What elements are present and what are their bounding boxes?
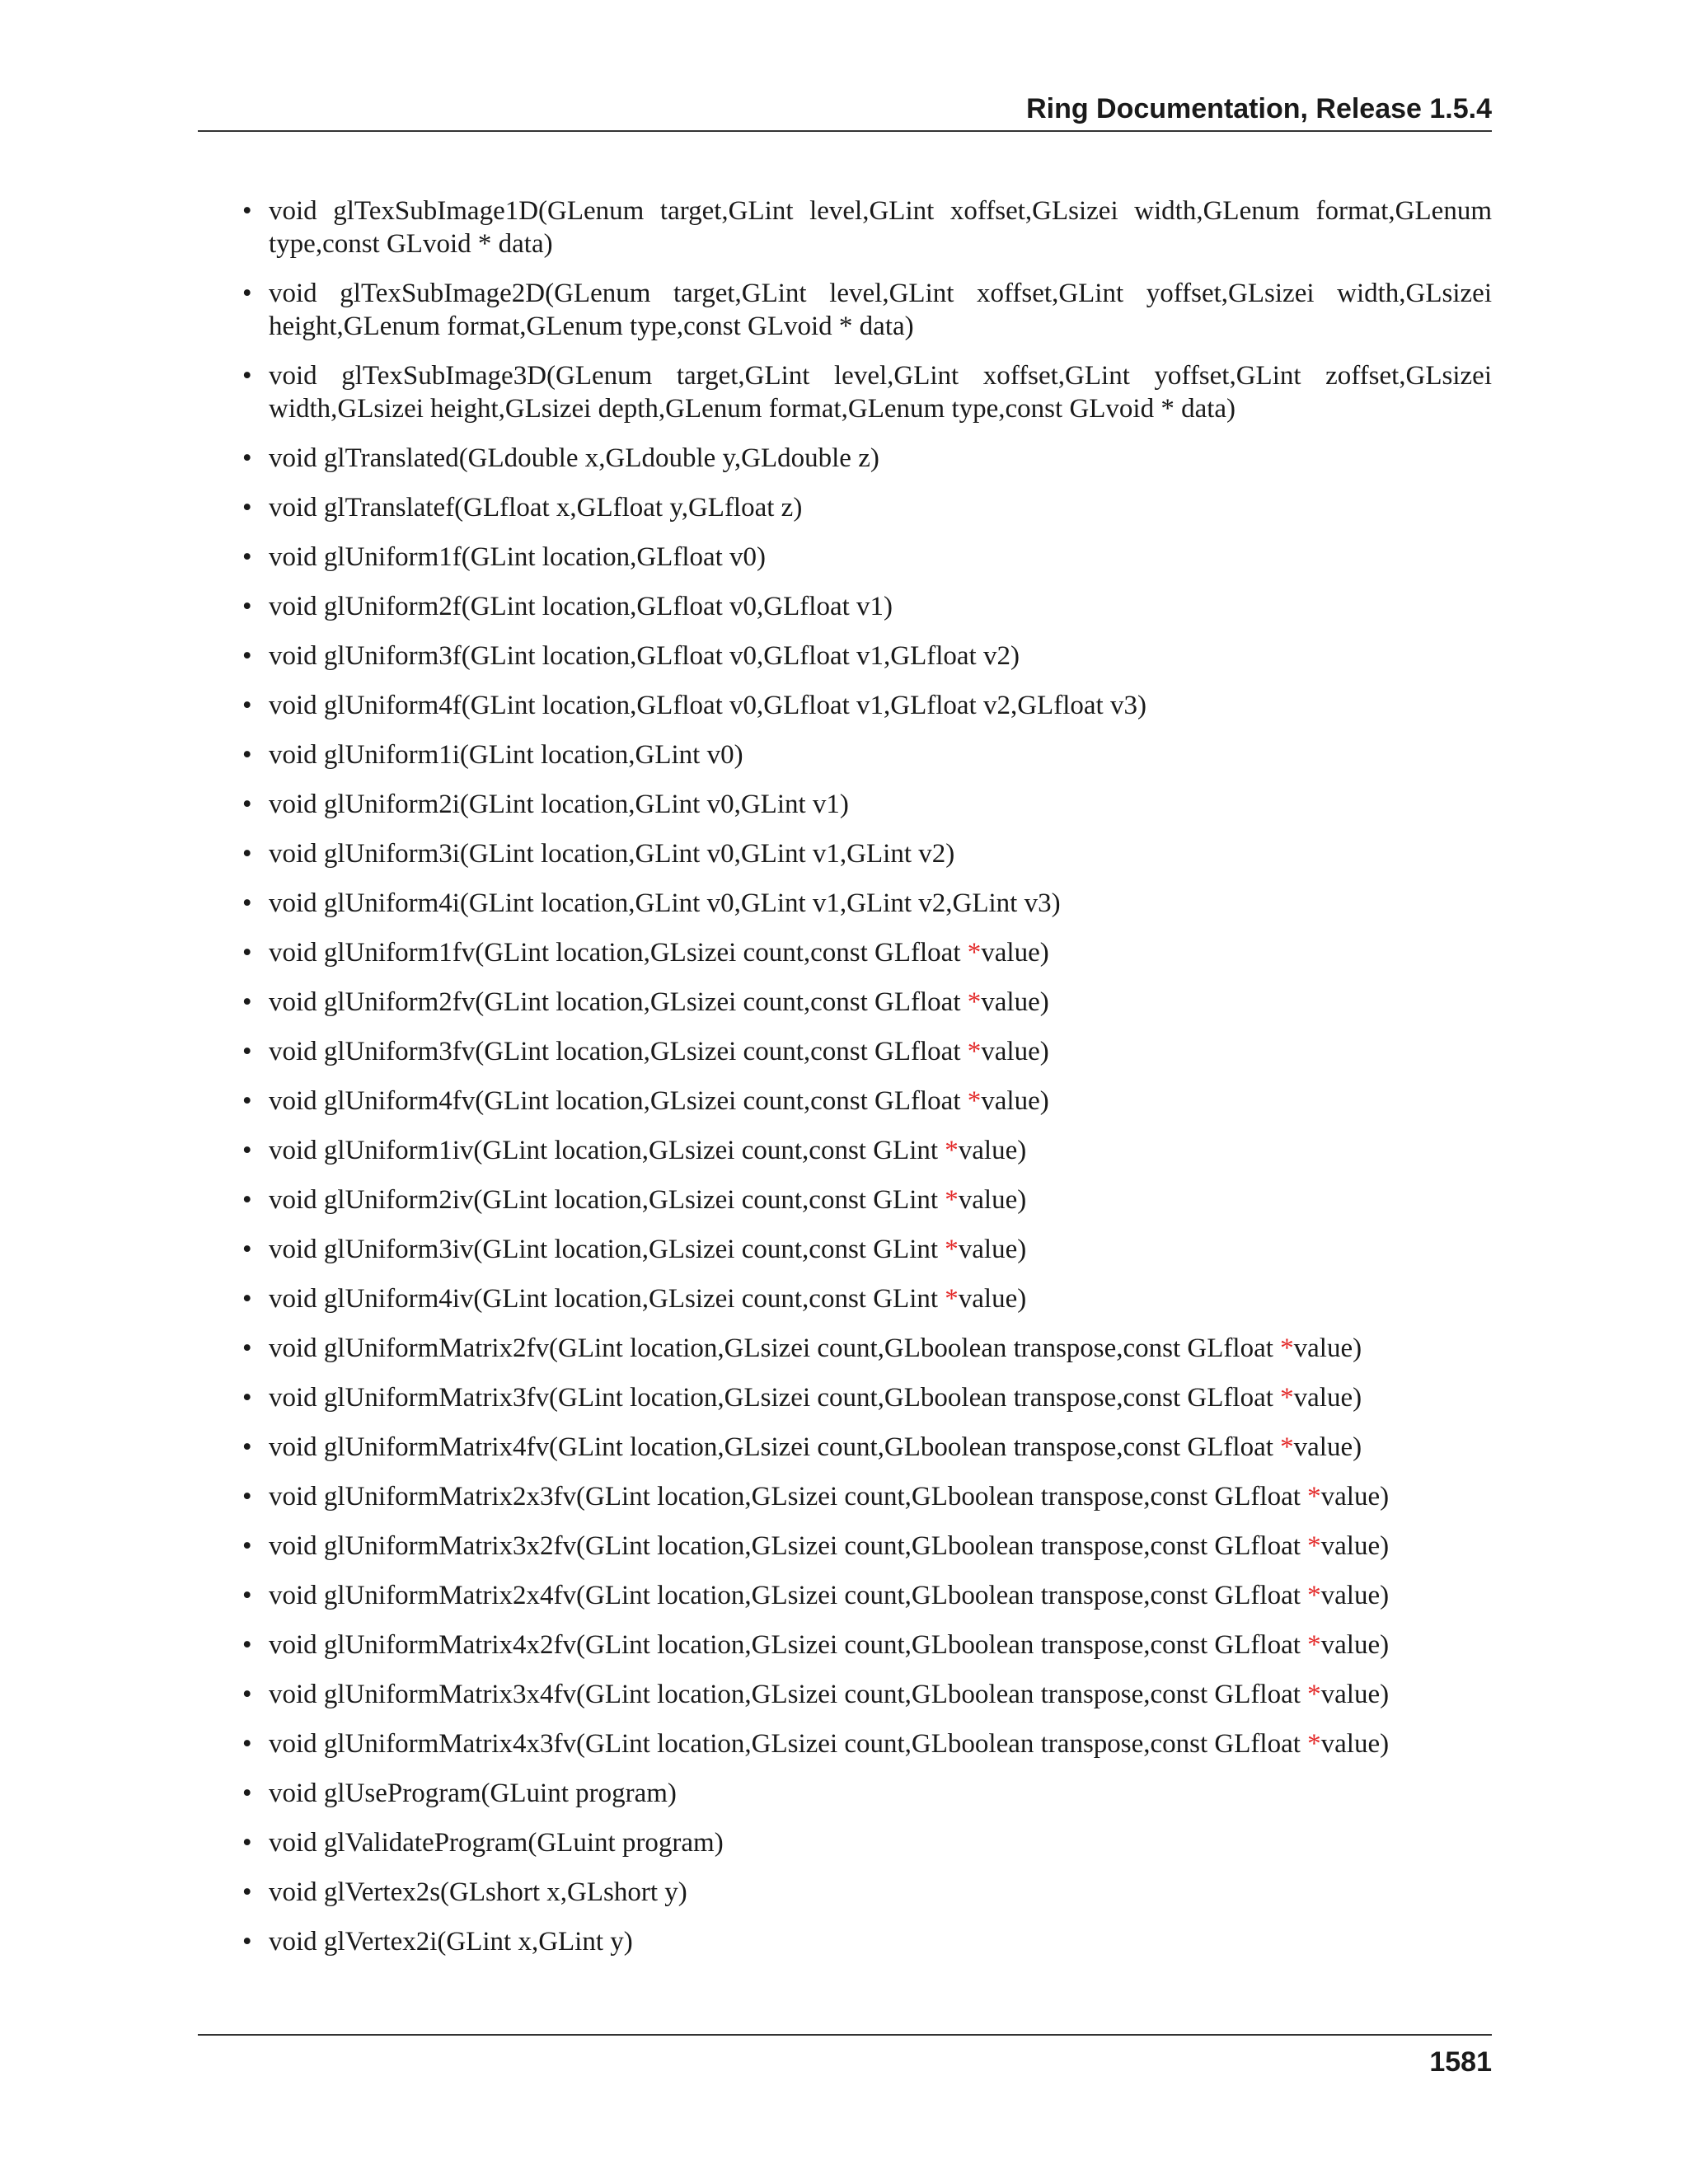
pointer-asterisk: * [1307,1680,1321,1709]
function-signature-tail: value) [1320,1581,1390,1610]
list-item [198,491,1492,524]
list-item [198,1134,1492,1167]
function-signature: void glUniform4i(GLint location,GLint v0,GLint v1,GLint v2,GLint v3) [269,888,1061,918]
function-signature: void glUniformMatrix4x2fv(GLint location,GLsizei count,GLboolean transpose,const GLfloat [269,1630,1308,1660]
function-signature: void glUniformMatrix2x4fv(GLint location,GLsizei count,GLboolean transpose,const GLfloat [269,1581,1308,1610]
bullet-icon: • [242,542,252,572]
function-signature: void glUniformMatrix4x3fv(GLint location,GLsizei count,GLboolean transpose,const GLfloat [269,1729,1308,1759]
bullet-icon: • [242,839,252,869]
page-footer [198,2034,1492,2078]
function-signature: void glUniform3iv(GLint location,GLsizei count,const GLint [269,1235,945,1264]
function-signature: void glTranslatef(GLfloat x,GLfloat y,GLfloat z) [269,493,803,523]
page-header [198,91,1492,132]
function-signature: void glUniform2f(GLint location,GLfloat v0,GLfloat v1) [269,592,893,621]
list-item [198,936,1492,969]
function-signature-tail: value) [1320,1680,1390,1709]
bullet-icon: • [242,888,252,918]
pointer-asterisk: * [1280,1383,1294,1413]
list-item [198,689,1492,722]
list-item [198,1777,1492,1810]
pointer-asterisk: * [967,987,982,1017]
pointer-asterisk: * [945,1185,959,1215]
list-item [198,1579,1492,1612]
bullet-icon: • [242,1630,252,1660]
list-item [198,1826,1492,1859]
bullet-icon: • [242,1235,252,1264]
function-signature: void glUniform4fv(GLint location,GLsizei count,const GLfloat [269,1086,968,1116]
function-signature: void glUniform4f(GLint location,GLfloat v0,GLfloat v1,GLfloat v2,GLfloat v3) [269,691,1146,720]
list-item [198,442,1492,475]
pointer-asterisk: * [1307,1482,1321,1511]
function-signature: void glUniform1iv(GLint location,GLsizei count,const GLint [269,1136,945,1165]
function-signature: void glUniformMatrix2fv(GLint location,GLsizei count,GLboolean transpose,const GLfloat [269,1333,1281,1363]
function-signature-tail: value) [1320,1630,1390,1660]
list-item [198,1727,1492,1760]
list-item [198,887,1492,920]
page-number: 1581 [1429,2046,1492,2078]
pointer-asterisk: * [967,938,982,968]
function-signature: void glVertex2s(GLshort x,GLshort y) [269,1877,687,1907]
bullet-icon: • [242,691,252,720]
list-item [198,1431,1492,1464]
pointer-asterisk: * [1280,1333,1294,1363]
bullet-icon: • [242,641,252,671]
function-signature-tail: value) [981,987,1049,1017]
main-content [198,194,1492,1975]
function-signature: void glUniform1fv(GLint location,GLsizei count,const GLfloat [269,938,968,968]
list-item [198,1530,1492,1563]
bullet-icon: • [242,1086,252,1116]
bullet-icon: • [242,1680,252,1709]
bullet-icon: • [242,279,252,308]
bullet-icon: • [242,1185,252,1215]
function-signature: void glUniform2iv(GLint location,GLsizei count,const GLint [269,1185,945,1215]
bullet-icon: • [242,1877,252,1907]
bullet-icon: • [242,1779,252,1808]
bullet-icon: • [242,1531,252,1561]
pointer-asterisk: * [945,1235,959,1264]
function-signature-tail: value) [958,1185,1027,1215]
bullet-icon: • [242,1927,252,1957]
function-signature: void glUniform3f(GLint location,GLfloat v0,GLfloat v1,GLfloat v2) [269,641,1020,671]
list-item [198,788,1492,821]
function-signature: void glUniform1f(GLint location,GLfloat v0) [269,542,767,572]
list-item [198,738,1492,771]
function-signature-tail: value) [981,1086,1049,1116]
document-title: Ring Documentation, Release 1.5.4 [1026,93,1492,124]
function-signature: void glUniformMatrix2x3fv(GLint location,GLsizei count,GLboolean transpose,const GLfloat [269,1482,1308,1511]
function-signature: void glTranslated(GLdouble x,GLdouble y,GLdouble z) [269,443,879,473]
function-signature-tail: value) [1293,1333,1362,1363]
function-signature: void glUniformMatrix3x4fv(GLint location,GLsizei count,GLboolean transpose,const GLfloat [269,1680,1308,1709]
bullet-icon: • [242,938,252,968]
pointer-asterisk: * [1280,1432,1294,1462]
bullet-icon: • [242,1333,252,1363]
bullet-icon: • [242,361,252,391]
function-signature: void glUseProgram(GLuint program) [269,1779,677,1808]
bullet-icon: • [242,1284,252,1314]
function-signature-tail: value) [981,1037,1049,1066]
function-signature: void glUniform4iv(GLint location,GLsizei count,const GLint [269,1284,945,1314]
bullet-icon: • [242,1432,252,1462]
list-item [198,837,1492,870]
function-signature: void glTexSubImage1D(GLenum target,GLint level,GLint xoffset,GLsizei width,GLenum format,GLenum type,const GLvoid * data) [269,196,1492,259]
bullet-icon: • [242,1581,252,1610]
pointer-asterisk: * [1307,1581,1321,1610]
pointer-asterisk: * [945,1284,959,1314]
list-item [198,1282,1492,1315]
bullet-icon: • [242,790,252,819]
function-signature: void glUniform3i(GLint location,GLint v0,GLint v1,GLint v2) [269,839,955,869]
bullet-icon: • [242,740,252,770]
function-signature: void glUniformMatrix3fv(GLint location,GLsizei count,GLboolean transpose,const GLfloat [269,1383,1281,1413]
list-item [198,1480,1492,1513]
function-signature: void glUniformMatrix4fv(GLint location,GLsizei count,GLboolean transpose,const GLfloat [269,1432,1281,1462]
list-item [198,1332,1492,1365]
list-item [198,1876,1492,1909]
function-signature: void glUniform2fv(GLint location,GLsizei count,const GLfloat [269,987,968,1017]
pointer-asterisk: * [1307,1531,1321,1561]
function-signature-tail: value) [1320,1531,1390,1561]
list-item [198,1035,1492,1068]
list-item [198,541,1492,574]
list-item [198,194,1492,260]
list-item [198,1183,1492,1216]
function-signature-tail: value) [1320,1482,1390,1511]
pointer-asterisk: * [967,1086,982,1116]
function-signature-tail: value) [958,1284,1027,1314]
function-signature-tail: value) [958,1235,1027,1264]
bullet-icon: • [242,1136,252,1165]
bullet-icon: • [242,592,252,621]
list-item [198,359,1492,425]
function-signature-tail: value) [1320,1729,1390,1759]
list-item [198,277,1492,343]
bullet-icon: • [242,987,252,1017]
pointer-asterisk: * [1307,1630,1321,1660]
list-item [198,1629,1492,1661]
pointer-asterisk: * [967,1037,982,1066]
function-signature: void glUniform2i(GLint location,GLint v0,GLint v1) [269,790,849,819]
list-item [198,1678,1492,1711]
function-signature: void glUniformMatrix3x2fv(GLint location,GLsizei count,GLboolean transpose,const GLfloat [269,1531,1308,1561]
function-list [198,194,1492,1958]
list-item [198,1381,1492,1414]
list-item [198,590,1492,623]
pointer-asterisk: * [945,1136,959,1165]
function-signature-tail: value) [1293,1383,1362,1413]
bullet-icon: • [242,443,252,473]
bullet-icon: • [242,1828,252,1858]
bullet-icon: • [242,1482,252,1511]
pointer-asterisk: * [1307,1729,1321,1759]
bullet-icon: • [242,1037,252,1066]
function-signature: void glTexSubImage2D(GLenum target,GLint level,GLint xoffset,GLint yoffset,GLsizei width,GLsizei height,GLenum format,GLenum type,const GLvoid * data) [269,279,1492,341]
function-signature: void glVertex2i(GLint x,GLint y) [269,1927,633,1957]
function-signature-tail: value) [958,1136,1027,1165]
bullet-icon: • [242,493,252,523]
bullet-icon: • [242,1383,252,1413]
list-item [198,986,1492,1019]
list-item [198,1233,1492,1266]
function-signature: void glUniform1i(GLint location,GLint v0) [269,740,743,770]
function-signature: void glUniform3fv(GLint location,GLsizei count,const GLfloat [269,1037,968,1066]
function-signature-tail: value) [1293,1432,1362,1462]
list-item [198,1085,1492,1118]
function-signature: void glValidateProgram(GLuint program) [269,1828,724,1858]
function-signature: void glTexSubImage3D(GLenum target,GLint level,GLint xoffset,GLint yoffset,GLint zoffset,GLsizei width,GLsizei height,GLsizei depth,GLenum format,GLenum type,const GLvoid * data) [269,361,1492,424]
function-signature-tail: value) [981,938,1049,968]
list-item [198,1925,1492,1958]
bullet-icon: • [242,1729,252,1759]
bullet-icon: • [242,196,252,226]
list-item [198,640,1492,673]
